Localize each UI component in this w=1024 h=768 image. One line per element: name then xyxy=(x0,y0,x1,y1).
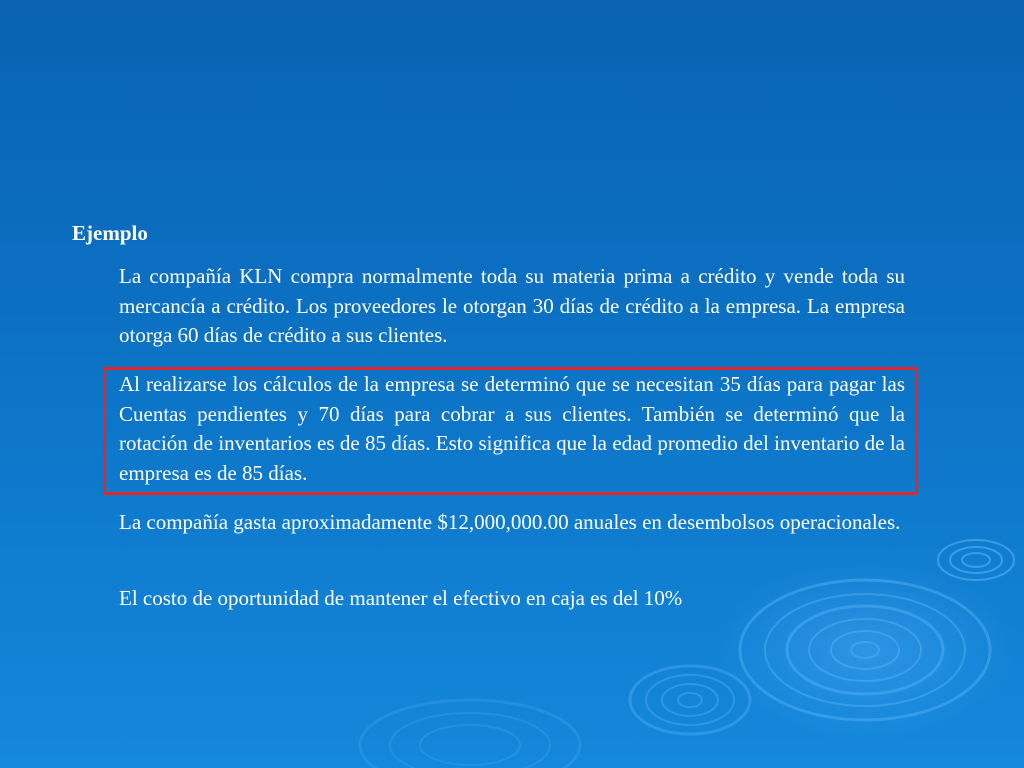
paragraph-operating-expenses: La compañía gasta aproximadamente $12,000,000.00 anuales en desembolsos operacionales. xyxy=(119,510,901,534)
paragraph-opportunity-cost: El costo de oportunidad de mantener el efectivo en caja es del 10% xyxy=(119,586,683,610)
paragraph-company-credit: La compañía KLN compra normalmente toda su materia prima a crédito y vende toda su mercancía a crédito. Los proveedores le otorgan 30 días de crédito a la empresa. La empresa otorga 60 días de crédito a sus clientes. xyxy=(119,264,905,347)
slide-heading: Ejemplo xyxy=(72,221,148,245)
paragraph-calculations: Al realizarse los cálculos de la empresa se determinó que se necesitan 35 días para pagar las Cuentas pendientes y 70 días para cobrar a sus clientes. También se determinó que la rotación de inventarios es de 85 días. Esto significa que la edad promedio del inventario de la empresa es de 85 días. xyxy=(119,372,905,485)
